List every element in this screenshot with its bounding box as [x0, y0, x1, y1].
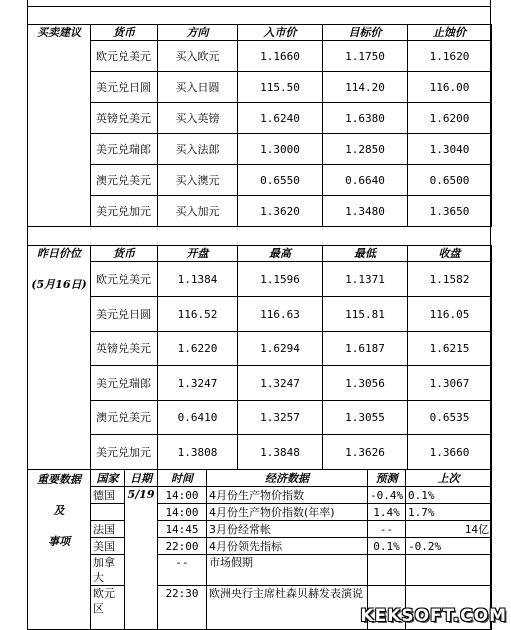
high-price: 1.3848: [238, 435, 323, 470]
target-price: 1.1750: [323, 41, 408, 72]
table-row: [28, 555, 492, 586]
previous-prices-section-label: [28, 246, 91, 470]
low-price: 1.3056: [323, 366, 408, 401]
currency-pair: 美元兑日圆: [91, 297, 158, 332]
event-previous: 14亿: [406, 521, 492, 538]
events-label-data: 重要数据: [37, 473, 81, 486]
event-forecast: -0.4%: [368, 487, 406, 504]
trade-direction: 买入欧元: [158, 41, 238, 72]
header-economic-data: 经济数据: [207, 470, 368, 487]
entry-price: 115.50: [238, 72, 323, 103]
event-country: 欧元区: [91, 586, 125, 630]
open-price: 1.1384: [158, 262, 238, 297]
header-country: 国家: [91, 470, 125, 487]
header-currency: 货币: [91, 25, 158, 41]
event-time: 22:30: [158, 586, 207, 630]
event-country: 美国: [91, 538, 125, 555]
previous-prices-title: 昨日价位: [37, 247, 81, 260]
event-forecast: 1.4%: [368, 504, 406, 521]
high-price: 116.63: [238, 297, 323, 332]
stop-price: 1.1620: [408, 41, 492, 72]
currency-pair: 英镑兑美元: [91, 332, 158, 366]
table-row: [28, 435, 492, 470]
stop-price: 1.3650: [408, 196, 492, 227]
event-forecast: --: [368, 521, 406, 538]
event-previous: -0.2%: [406, 538, 492, 555]
target-price: 1.3480: [323, 196, 408, 227]
event-time: 22:00: [158, 538, 207, 555]
currency-pair: 美元兑日圆: [91, 72, 158, 103]
event-item: 3月份经常帐: [207, 521, 368, 538]
events-label-matters: 事项: [48, 535, 70, 548]
event-item: 4月份生产物价指数(年率): [207, 504, 368, 521]
event-forecast: 0.1%: [368, 538, 406, 555]
header-currency: 货币: [91, 246, 158, 262]
currency-pair: 欧元兑美元: [91, 262, 158, 297]
entry-price: 1.6240: [238, 103, 323, 134]
header-open: 开盘: [158, 246, 238, 262]
event-time: 14:00: [158, 504, 207, 521]
currency-pair: 英镑兑美元: [91, 103, 158, 134]
table-row: [28, 504, 492, 521]
trade-advice-header-row: [28, 25, 492, 41]
low-price: 1.3055: [323, 401, 408, 435]
event-country: 法国: [91, 521, 125, 538]
trade-direction: 买入加元: [158, 196, 238, 227]
open-price: 1.3808: [158, 435, 238, 470]
entry-price: 1.1660: [238, 41, 323, 72]
event-item: 欧洲央行主席杜森贝赫发表演说: [207, 586, 368, 630]
header-direction: 方向: [158, 25, 238, 41]
event-previous: 0.1%: [406, 487, 492, 504]
event-country: 加拿大: [91, 555, 125, 586]
low-price: 1.1371: [323, 262, 408, 297]
low-price: 1.6187: [323, 332, 408, 366]
currency-pair: 澳元兑美元: [91, 165, 158, 196]
header-date: 日期: [125, 470, 158, 487]
header-forecast: 预测: [368, 470, 406, 487]
table-row: [28, 521, 492, 538]
high-price: 1.3247: [238, 366, 323, 401]
open-price: 1.3247: [158, 366, 238, 401]
target-price: 114.20: [323, 72, 408, 103]
open-price: 1.6220: [158, 332, 238, 366]
high-price: 1.1596: [238, 262, 323, 297]
high-price: 1.6294: [238, 332, 323, 366]
high-price: 1.3257: [238, 401, 323, 435]
table-row: [28, 262, 492, 297]
site-watermark: KEKSOFT.COM: [360, 606, 507, 626]
currency-pair: 美元兑加元: [91, 435, 158, 470]
close-price: 116.05: [408, 297, 492, 332]
trade-advice-table: [27, 24, 492, 227]
table-row: [28, 538, 492, 555]
entry-price: 1.3000: [238, 134, 323, 165]
table-row: [28, 196, 492, 227]
trade-direction: 买入英镑: [158, 103, 238, 134]
entry-price: 0.6550: [238, 165, 323, 196]
trade-advice-section-label: 买卖建议: [28, 25, 91, 227]
economic-events-header-row: [28, 470, 492, 487]
table-row: [28, 332, 492, 366]
event-item: 市场假期: [207, 555, 368, 586]
event-time: 14:00: [158, 487, 207, 504]
close-price: 0.6535: [408, 401, 492, 435]
event-previous: 1.7%: [406, 504, 492, 521]
event-country: 德国: [91, 487, 125, 504]
event-time: 14:45: [158, 521, 207, 538]
open-price: 116.52: [158, 297, 238, 332]
header-target-price: 目标价: [323, 25, 408, 41]
table-row: [28, 72, 492, 103]
currency-pair: 美元兑加元: [91, 196, 158, 227]
event-time: --: [158, 555, 207, 586]
header-time: 时间: [158, 470, 207, 487]
top-table-edge: [27, 0, 491, 7]
table-row: [28, 366, 492, 401]
close-price: 1.3067: [408, 366, 492, 401]
table-row: [28, 401, 492, 435]
event-country: [91, 504, 125, 521]
previous-prices-table: [27, 245, 492, 470]
event-item: 4月份领先指标: [207, 538, 368, 555]
previous-prices-header-row: [28, 246, 492, 262]
close-price: 1.6215: [408, 332, 492, 366]
low-price: 1.3626: [323, 435, 408, 470]
open-price: 0.6410: [158, 401, 238, 435]
header-entry-price: 入市价: [238, 25, 323, 41]
header-low: 最低: [323, 246, 408, 262]
entry-price: 1.3620: [238, 196, 323, 227]
target-price: 1.2850: [323, 134, 408, 165]
event-previous: [406, 555, 492, 586]
event-item: 4月份生产物价指数: [207, 487, 368, 504]
currency-pair: 欧元兑美元: [91, 41, 158, 72]
target-price: 1.6380: [323, 103, 408, 134]
trade-direction: 买入法郎: [158, 134, 238, 165]
spacer-top: [27, 7, 491, 24]
trade-direction: 买入澳元: [158, 165, 238, 196]
stop-price: 0.6500: [408, 165, 492, 196]
stop-price: 116.00: [408, 72, 492, 103]
table-row: [28, 134, 492, 165]
table-row: [28, 487, 492, 504]
close-price: 1.1582: [408, 262, 492, 297]
header-stop-price: 止蚀价: [408, 25, 492, 41]
events-label-and: 及: [53, 504, 65, 517]
stop-price: 1.6200: [408, 103, 492, 134]
currency-pair: 美元兑瑞郎: [91, 134, 158, 165]
header-close: 收盘: [408, 246, 492, 262]
previous-prices-date: (5月16日): [31, 278, 87, 291]
header-high: 最高: [238, 246, 323, 262]
target-price: 0.6640: [323, 165, 408, 196]
table-row: [28, 165, 492, 196]
close-price: 1.3660: [408, 435, 492, 470]
trade-direction: 买入日圆: [158, 72, 238, 103]
currency-pair: 澳元兑美元: [91, 401, 158, 435]
event-forecast: [368, 555, 406, 586]
stop-price: 1.3040: [408, 134, 492, 165]
table-row: [28, 103, 492, 134]
currency-pair: 美元兑瑞郎: [91, 366, 158, 401]
spacer-mid: [27, 230, 491, 245]
economic-events-section-label: [28, 470, 91, 630]
low-price: 115.81: [323, 297, 408, 332]
header-previous: 上次: [406, 470, 492, 487]
event-date: 5/19: [125, 487, 158, 630]
table-row: [28, 41, 492, 72]
table-row: [28, 297, 492, 332]
